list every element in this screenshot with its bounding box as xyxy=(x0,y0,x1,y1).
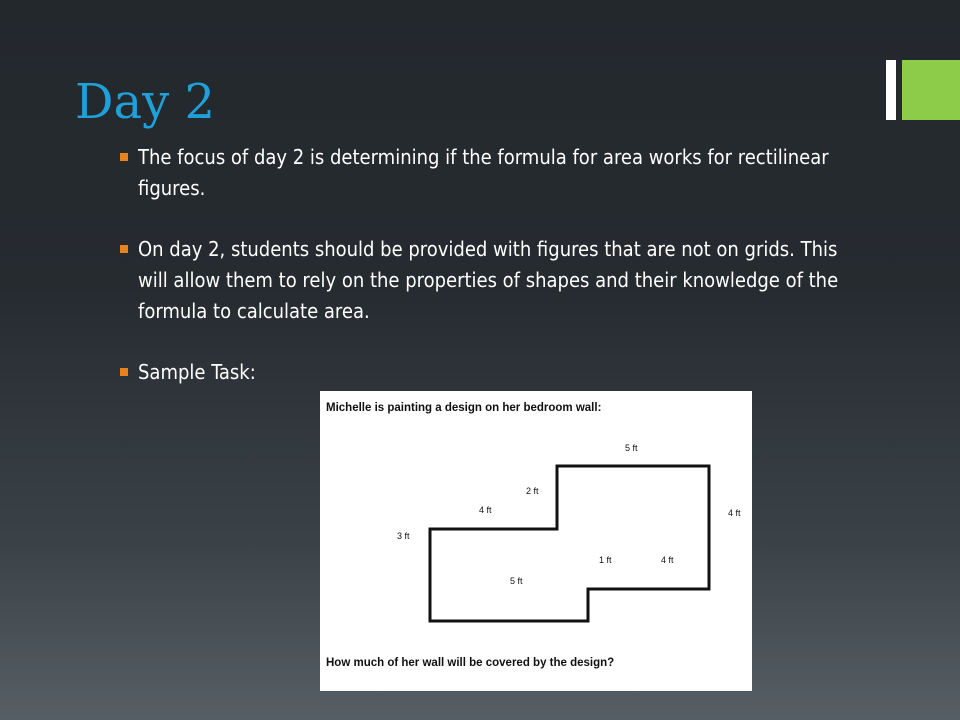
sample-task-diagram xyxy=(320,391,752,691)
label-bottom-width: 5 ft xyxy=(510,576,523,586)
task-prompt: Michelle is painting a design on her bedroom wall: xyxy=(326,402,602,414)
accent-bar-green xyxy=(902,60,960,120)
bullet-item xyxy=(120,142,870,204)
square-bullet-icon xyxy=(120,368,128,376)
slide-title: Day 2 xyxy=(75,74,216,130)
bullet-text: The focus of day 2 is determining if the formula for area works for rectilinear figures. xyxy=(138,145,829,200)
label-step-width: 4 ft xyxy=(479,505,492,515)
square-bullet-icon xyxy=(120,153,128,161)
label-top-width: 5 ft xyxy=(625,443,638,453)
square-bullet-icon xyxy=(120,245,128,253)
bullet-item xyxy=(120,357,870,388)
label-right-height: 4 ft xyxy=(728,508,741,518)
bullet-text: Sample Task: xyxy=(138,360,256,384)
label-notch-height: 1 ft xyxy=(599,555,612,565)
label-left-height: 3 ft xyxy=(397,531,410,541)
bullet-text: On day 2, students should be provided with figures that are not on grids. This will allow them to rely on the properties of shapes and their knowledge of the formula to calculate area. xyxy=(138,237,839,323)
label-step-height: 2 ft xyxy=(526,486,539,496)
task-question: How much of her wall will be covered by the design? xyxy=(326,657,615,669)
label-notch-width: 4 ft xyxy=(661,555,674,565)
bullet-list xyxy=(120,142,870,418)
bullet-item xyxy=(120,234,870,327)
accent-bar-white xyxy=(886,60,896,120)
rectilinear-figure xyxy=(430,466,709,621)
sample-task-image xyxy=(320,391,752,691)
